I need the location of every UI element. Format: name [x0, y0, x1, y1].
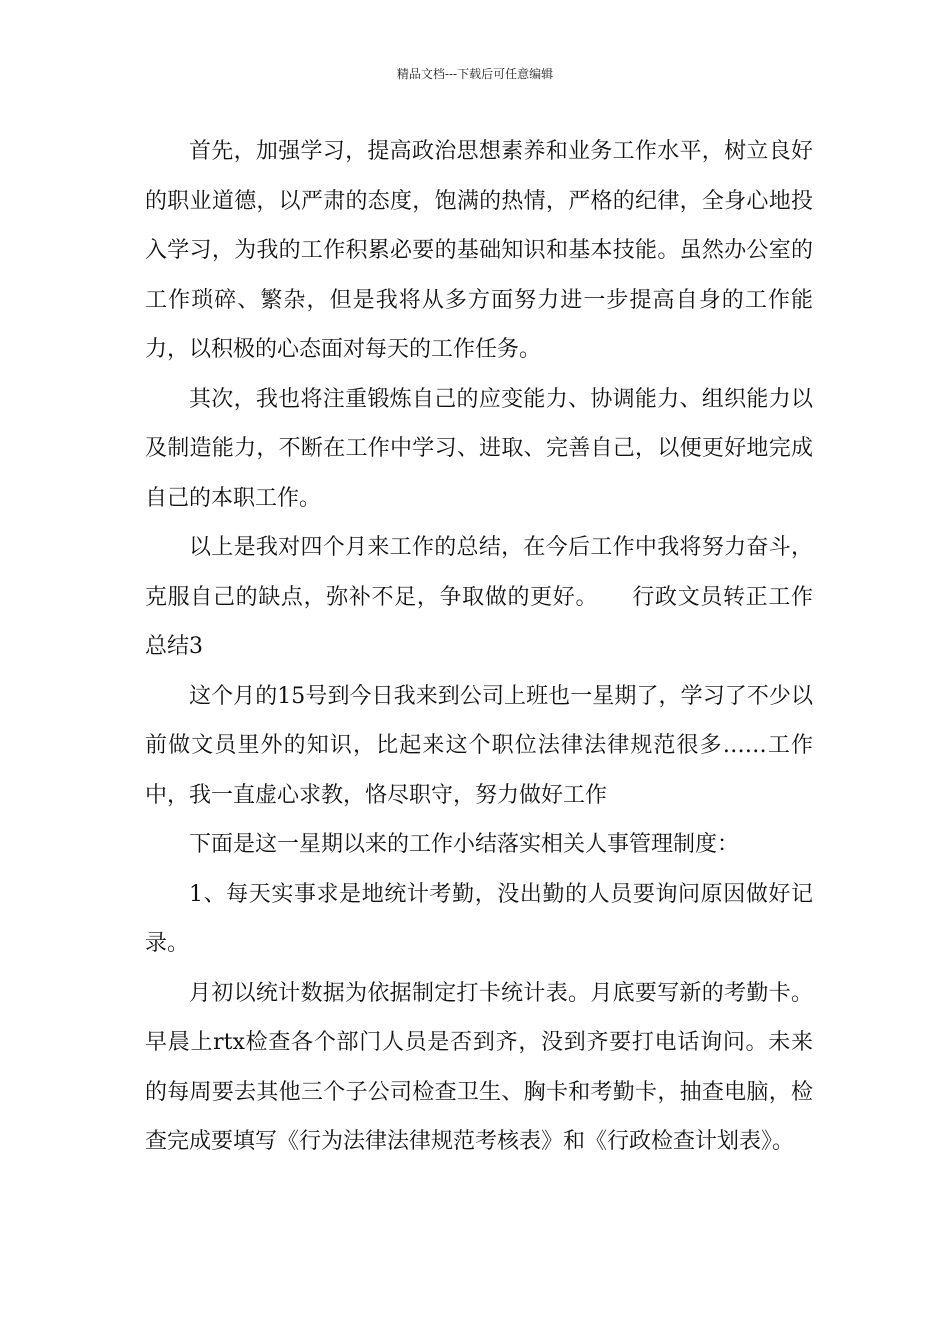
paragraph-first-week: 这个月的15号到今日我来到公司上班也一星期了，学习了不少以前做文员里外的知识，比起来这个职位法律法律规范很多……工作中，我一直虚心求教，恪尽职守，努力做好工作: [145, 683, 813, 808]
paragraph-monthly-tasks: 月初以统计数据为依据制定打卡统计表。月底要写新的考勤卡。早晨上rtx检查各个部门人员是否到齐，没到齐要打电话询问。未来的每周要去其他三个子公司检查卫生、胸卡和考勤卡，抽查电脑，检查完成要填写《行为法律法律规范考核表》和《行政检查计划表》。: [145, 980, 813, 1154]
page-header: 精品文档---下载后可任意编辑: [396, 67, 554, 81]
paragraph-study: 首先，加强学习，提高政治思想素养和业务工作水平，树立良好的职业道德，以严肃的态度，饱满的热情，严格的纪律，全身心地投入学习，为我的工作积累必要的基础知识和基本技能。虽然办公室的工作琐碎、繁杂，但是我将从多方面努力进一步提高自身的工作能力，以积极的心态面对每天的工作任务。: [145, 139, 813, 362]
document-body: [145, 127, 813, 1167]
paragraph-abilities: 其次，我也将注重锻炼自己的应变能力、协调能力、组织能力以及制造能力，不断在工作中学习、进取、完善自己，以便更好地完成自己的本职工作。: [145, 386, 813, 511]
paragraph-work-summary-intro: 下面是这一星期以来的工作小结落实相关人事管理制度：: [189, 832, 740, 857]
paragraph-attendance: 1、每天实事求是地统计考勤，没出勤的人员要询问原因做好记录。: [145, 881, 813, 956]
paragraph-summary: 以上是我对四个月来工作的总结，在今后工作中我将努力奋斗，克服自己的缺点，弥补不足，争取做的更好。 行政文员转正工作总结3: [145, 535, 813, 659]
